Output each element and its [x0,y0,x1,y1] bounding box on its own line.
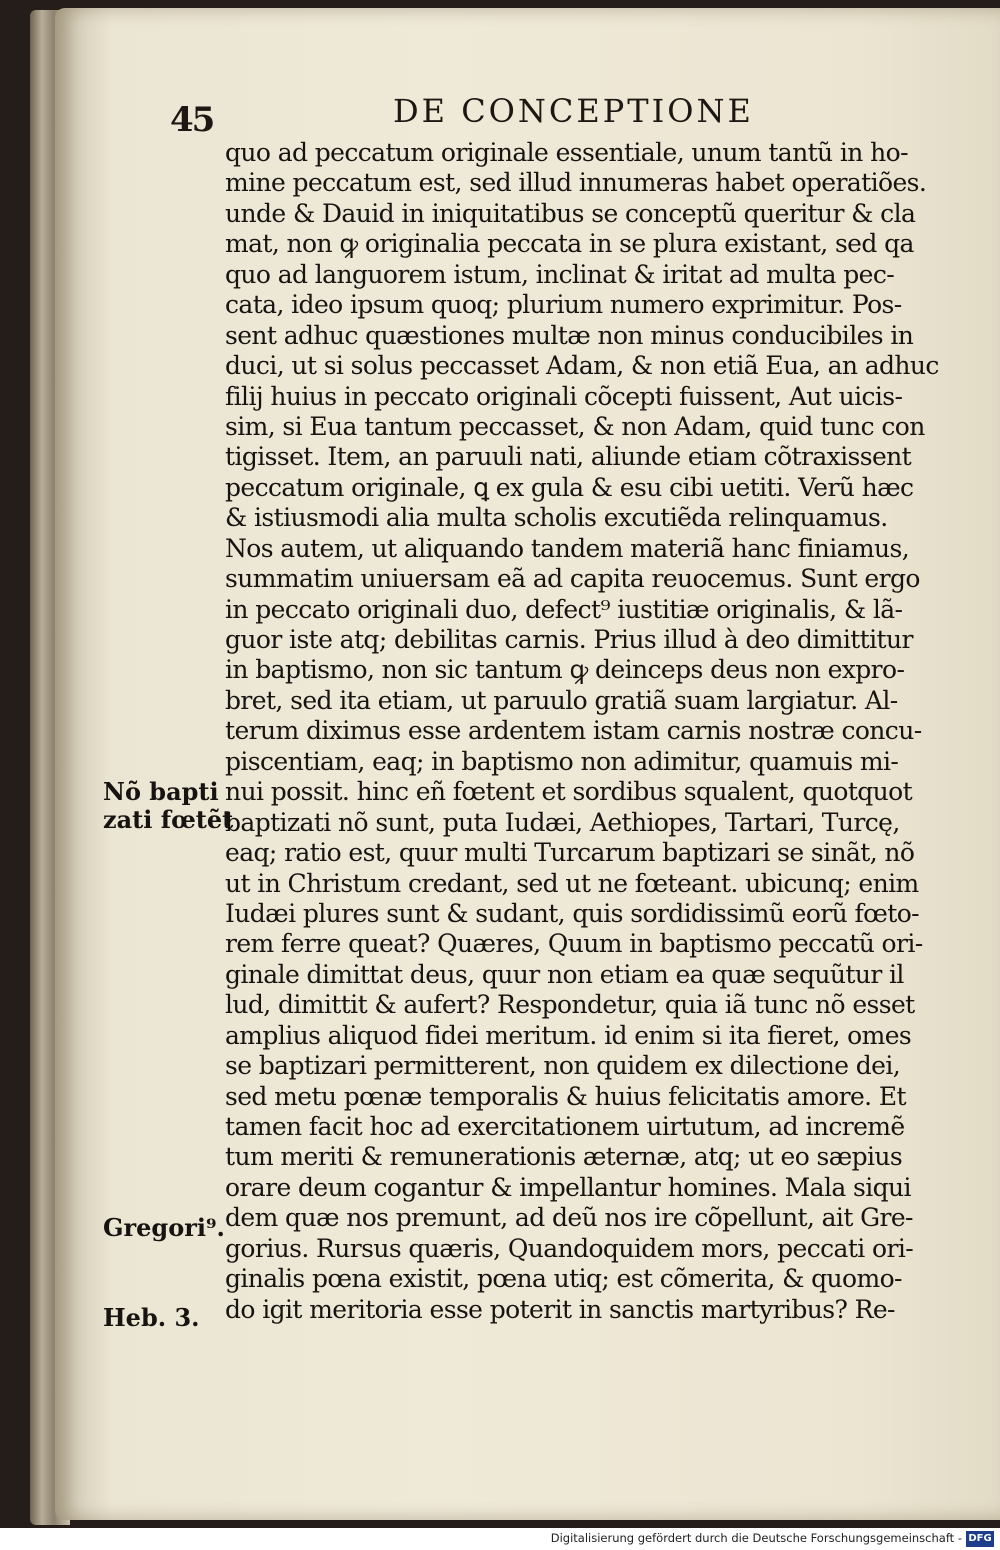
text-line: dem quæ nos premunt, ad deũ nos ire cõpellunt, ait Gre- [225,1203,913,1233]
text-line: summatim uniuersam eã ad capita reuocemus. Sunt ergo [225,564,920,594]
text-line: in baptismo, non sic tantum ꝙ deinceps deus non expro- [225,655,905,685]
text-line: lud, dimittit & aufert? Respondetur, quia iã tunc nõ esset [225,990,915,1020]
text-line: tum meriti & remunerationis æternæ, atq; ut eo sæpius [225,1142,903,1172]
margin-note-not-baptized [103,778,233,834]
text-line: tamen facit hoc ad exercitationem uirtutum, ad incremẽ [225,1112,905,1141]
text-line: cata, ideo ipsum quoq; plurium numero exprimitur. Pos- [225,290,902,320]
funding-credit: Digitalisierung gefördert durch die Deutsche Forschungsgemeinschaft - [550,1531,962,1545]
text-line: terum diximus esse ardentem istam carnis nostræ concu- [225,716,922,746]
footer-bar [0,1528,1000,1550]
margin-note-hebrews: Heb. 3. [103,1303,200,1332]
text-line: gorius. Rursus quæris, Quandoquidem mors, peccati ori- [225,1233,914,1263]
text-line: ginale dimittat deus, quur non etiam ea quæ sequũtur il [225,959,904,989]
text-line: peccatum originale, ꝗ ex gula & esu cibi uetiti. Verũ hæc [225,472,914,502]
text-line: se baptizari permitterent, non quidem ex dilectione dei, [225,1051,901,1081]
text-line: nui possit. hinc eñ fœtent et sordibus squalent, quotquot [225,777,913,807]
body-text [225,138,945,1325]
text-line: ginalis pœna existit, pœna utiq; est cõmerita, & quomo- [225,1264,902,1294]
text-line: tigisset. Item, an paruuli nati, aliunde etiam cõtraxissent [225,442,912,472]
running-head: DE CONCEPTIONE [393,92,754,130]
margin-note-gregorius: Gregori⁹. [103,1213,225,1242]
page-number: 45 [170,100,214,140]
text-line: quo ad peccatum originale essentiale, unum tantũ in ho- [225,138,908,167]
text-line: orare deum cogantur & impellantur homines. Mala siqui [225,1172,911,1202]
text-line: eaq; ratio est, quur multi Turcarum baptizari se sinãt, nõ [225,838,915,868]
margin-note-line: zati fœtẽt [103,805,234,834]
text-line: Nos autem, ut aliquando tandem materiã hanc finiamus, [225,533,910,563]
text-line: rem ferre queat? Quæres, Quum in baptismo peccatũ ori- [225,929,923,959]
text-line: unde & Dauid in iniquitatibus se conceptũ queritur & cla [225,198,916,228]
text-line: piscentiam, eaq; in baptismo non adimitur, quamuis mi- [225,746,899,776]
text-line: & istiusmodi alia multa scholis excutiẽda relinquamus. [225,503,888,533]
text-line: sent adhuc quæstiones multæ non minus conducibiles in [225,320,914,350]
text-line: in peccato originali duo, defect⁹ iustitiæ originalis, & lã- [225,594,903,624]
text-line: guor iste atq; debilitas carnis. Prius illud à deo dimittitur [225,625,913,654]
text-line: Iudæi plures sunt & sudant, quis sordidissimũ eorũ fœto- [225,898,920,928]
text-line: baptizati nõ sunt, puta Iudæi, Aethiopes, Tartari, Turcę, [225,807,900,837]
text-line: do igit meritoria esse poterit in sanctis martyribus? Re- [225,1294,895,1324]
text-line: filij huius in peccato originali cõcepti fuissent, Aut uicis- [225,381,903,411]
dfg-logo-icon: DFG [966,1531,994,1547]
text-line: bret, sed ita etiam, ut paruulo gratiã suam largiatur. Al- [225,685,898,715]
text-line: quo ad languorem istum, inclinat & iritat ad multa pec- [225,259,895,289]
text-line: amplius aliquod fidei meritum. id enim si ita fieret, omes [225,1020,912,1050]
text-line: sim, si Eua tantum peccasset, & non Adam, quid tunc con [225,411,925,441]
text-line: duci, ut si solus peccasset Adam, & non etiã Eua, an adhuc [225,351,939,381]
text-line: ut in Christum credant, sed ut ne fœteant. ubicunq; enim [225,868,919,898]
text-line: mat, non ꝙ originalia peccata in se plura existant, sed qa [225,229,914,259]
text-line: sed metu pœnæ temporalis & huius felicitatis amore. Et [225,1081,906,1111]
margin-note-line: Nõ bapti [103,777,219,806]
text-line: mine peccatum est, sed illud innumeras habet operatiões. [225,168,927,198]
